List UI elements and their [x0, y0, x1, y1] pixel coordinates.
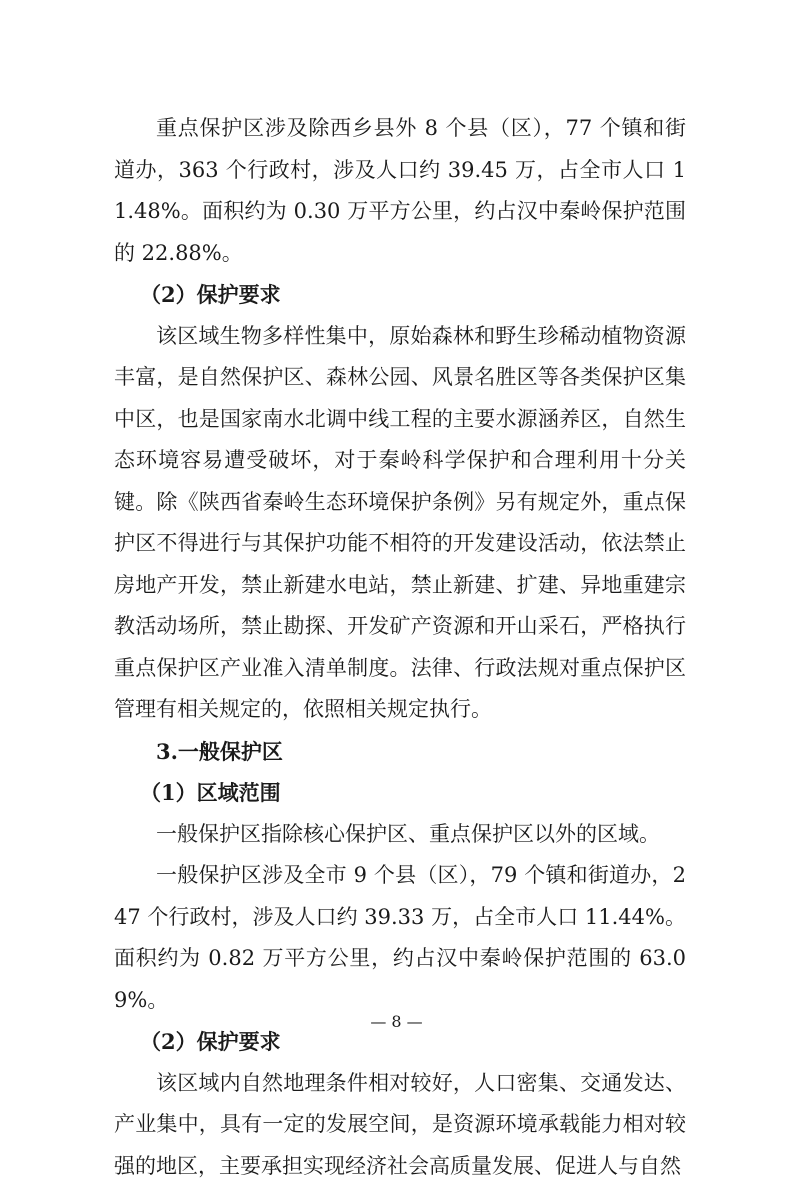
paragraph-general-area-requirements: 该区域内自然地理条件相对较好，人口密集、交通发达、产业集中，具有一定的发展空间，是资源环境承载能力相对较强的地区，主要承担实现经济社会高质量发展、促进人与自然 — [114, 1063, 686, 1187]
paragraph-general-area-definition: 一般保护区指除核心保护区、重点保护区以外的区域。 — [114, 814, 686, 856]
subheading-general-protection-requirements: （2）保护要求 — [114, 1021, 686, 1063]
paragraph-general-area-stats: 一般保护区涉及全市 9 个县（区），79 个镇和街道办，247 个行政村，涉及人口约 39.33 万，占全市人口 11.44%。面积约为 0.82 万平方公里，约占汉中秦岭保护范围的 63.09%。 — [114, 855, 686, 1021]
subheading-protection-requirements: （2）保护要求 — [114, 274, 686, 316]
paragraph-key-area-stats: 重点保护区涉及除西乡县外 8 个县（区），77 个镇和街道办，363 个行政村，涉及人口约 39.45 万，占全市人口 11.48%。面积约为 0.30 万平方公里，约占汉中秦岭保护范围的 22.88%。 — [114, 108, 686, 274]
subheading-area-scope: （1）区域范围 — [114, 772, 686, 814]
page-number: — 8 — — [0, 1012, 793, 1031]
heading-general-protection-area: 3.一般保护区 — [114, 731, 686, 773]
paragraph-key-area-requirements: 该区域生物多样性集中，原始森林和野生珍稀动植物资源丰富，是自然保护区、森林公园、风景名胜区等各类保护区集中区，也是国家南水北调中线工程的主要水源涵养区，自然生态环境容易遭受破坏，对于秦岭科学保护和合理利用十分关键。除《陕西省秦岭生态环境保护条例》另有规定外，重点保护区不得进行与其保护功能不相符的开发建设活动，依法禁止房地产开发，禁止新建水电站，禁止新建、扩建、异地重建宗教活动场所，禁止勘探、开发矿产资源和开山采石，严格执行重点保护区产业准入清单制度。法律、行政法规对重点保护区管理有相关规定的，依照相关规定执行。 — [114, 316, 686, 731]
